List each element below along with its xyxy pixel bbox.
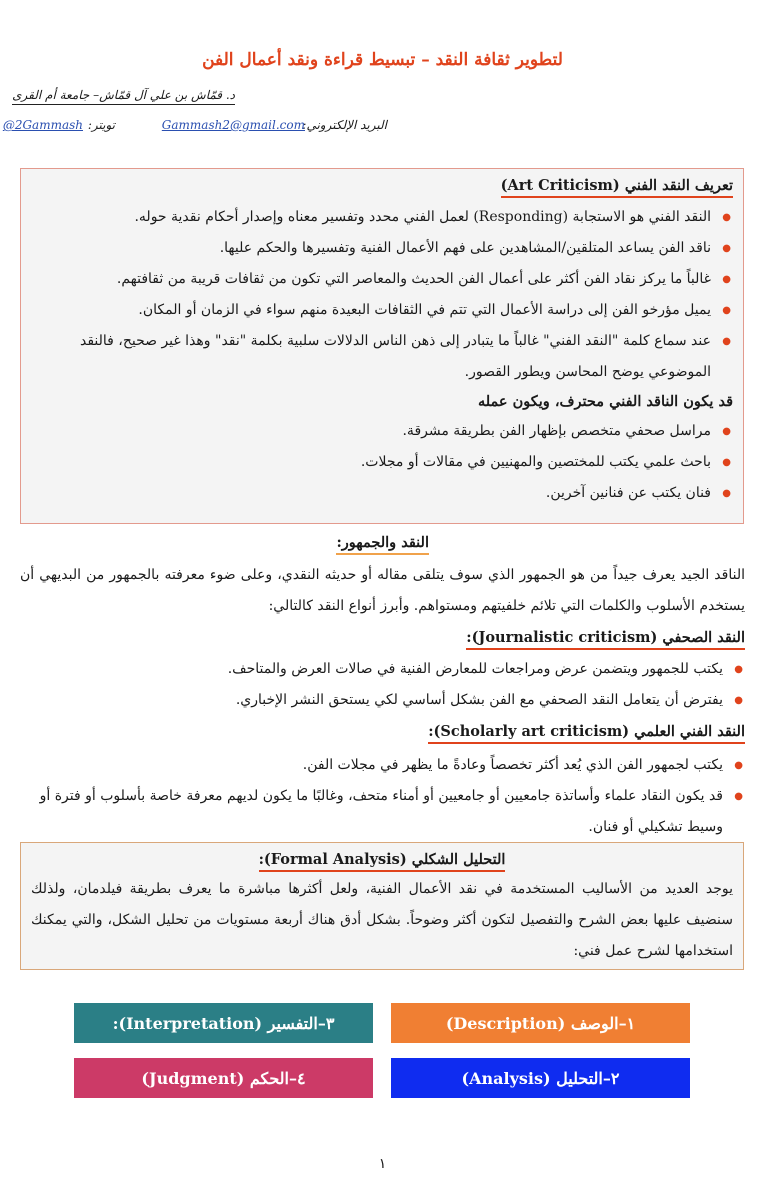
author-line: د. قمّاش بن علي آل قمّاش– جامعة أم القرى (12, 88, 235, 105)
scholarly-heading: النقد الفني العلمي (Scholarly art criticism): (428, 723, 745, 744)
list-item: ● عند سماع كلمة "النقد الفني" غالباً ما يتبادر إلى ذهن الناس الدلالات سلبية بكلمة "نقد" وهذا غير صحيح، فالنقد الموضوعي يوضح المحاسن ويطور القصور. (31, 326, 733, 388)
formal-paragraph: يوجد العديد من الأساليب المستخدمة في نقد الأعمال الفنية، ولعل أكثرها مباشرة ما يعرف بطريقة فيلدمان، ولذلك سنضيف عليها بعض الشرح والتفصيل لتكون أكثر وضوحاً. بشكل أدق هناك أربعة مستويات من تحليل الشكل، والتي يمكنك استخدامها لشرح عمل فني: (31, 881, 733, 959)
twitter-link-text[interactable]: @2Gammash (2, 118, 83, 132)
list-item: ● قد يكون النقاد علماء وأساتذة جامعيين أو جامعيين أو أمناء متحف، وغالبًا ما يكون لديهم معرفة خاصة بأسلوب أو فترة أو وسيط تشكيلي أو فنان. (20, 781, 745, 843)
list-item: ● باحث علمي يكتب للمختصين والمهنيين في مقالات أو مجلات. (31, 447, 733, 478)
audience-heading: النقد والجمهور: (336, 534, 429, 555)
scholarly-list (20, 750, 745, 843)
twitter-link[interactable] (3, 118, 83, 132)
definition-list (31, 202, 733, 388)
step-analysis-box: ٢–التحليل (Analysis) (391, 1058, 690, 1098)
journalistic-heading-wrap (20, 627, 745, 650)
list-item: ● يفترض أن يتعامل النقد الصحفي مع الفن بشكل أساسي لكي يستحق النشر الإخباري. (20, 685, 745, 716)
page-title: لتطوير ثقافة النقد – تبسيط قراءة ونقد أعمال الفن (202, 50, 563, 70)
journalistic-list (20, 654, 745, 716)
email-link-text[interactable]: Gammash2@gmail.com (161, 118, 305, 132)
definition-box (20, 168, 744, 524)
formal-analysis-box (20, 842, 744, 970)
step-description-box: ١–الوصف (Description) (391, 1003, 690, 1043)
definition-heading: تعريف النقد الفني (Art Criticism) (501, 177, 733, 198)
journalistic-heading: النقد الصحفي (Journalistic criticism): (466, 629, 745, 650)
email-link[interactable] (162, 118, 305, 132)
formal-heading: التحليل الشكلي (Formal Analysis): (259, 851, 506, 872)
list-item: ● يكتب للجمهور ويتضمن عرض ومراجعات للمعارض الفنية في صالات العرض والمتاحف. (20, 654, 745, 685)
list-item: ● يكتب لجمهور الفن الذي يُعد أكثر تخصصاً وعادةً ما يظهر في مجلات الفن. (20, 750, 745, 781)
scholarly-heading-wrap (20, 721, 745, 744)
audience-paragraph: الناقد الجيد يعرف جيداً من هو الجمهور الذي سوف يتلقى مقاله أو حديثه النقدي، وعلى ضوء معرفته بالجمهور من البديهي أن يستخدم الأسلوب والكلمات التي تلائم خلفيتهم ومستواهم. وأبرز أنواع النقد كالتالي: (20, 567, 745, 614)
step-judgment-box: ٤–الحكم (Judgment) (74, 1058, 373, 1098)
critic-subheading: قد يكون الناقد الفني محترف، ويكون عمله (477, 393, 733, 410)
list-item: ● يميل مؤرخو الفن إلى دراسة الأعمال التي تتم في الثقافات البعيدة منهم سواء في الزمان أو المكان. (31, 295, 733, 326)
list-item: ● ناقد الفن يساعد المتلقين/المشاهدين على فهم الأعمال الفنية وتفسيرها والحكم عليها. (31, 233, 733, 264)
twitter-label: تويتر: (87, 118, 115, 132)
list-item: ● مراسل صحفي متخصص بإظهار الفن بطريقة مشرقة. (31, 416, 733, 447)
email-label: البريد الإلكتروني: (302, 118, 387, 132)
step-interpretation-box: ٣–التفسير (Interpretation): (74, 1003, 373, 1043)
page-number: ١ (378, 1156, 387, 1172)
list-item: ● غالباً ما يركز نقاد الفن أكثر على أعمال الفن الحديث والمعاصر التي تكون من ثقافات قريبة من ثقافتهم. (31, 264, 733, 295)
audience-section-heading-wrap (336, 532, 429, 555)
critic-types-list (31, 416, 733, 509)
list-item: ● فنان يكتب عن فنانين آخرين. (31, 478, 733, 509)
list-item: ● النقد الفني هو الاستجابة (Responding) لعمل الفني محدد وتفسير معناه وإصدار أحكام نقدية حوله. (31, 202, 733, 233)
